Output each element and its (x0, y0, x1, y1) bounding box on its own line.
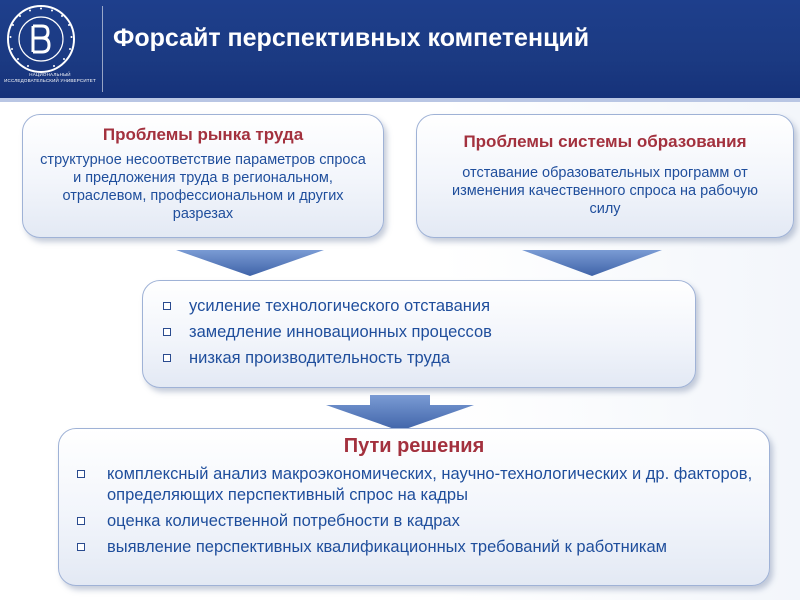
square-bullet-icon (77, 517, 85, 525)
education-system-title: Проблемы системы образования (463, 132, 747, 151)
logo (0, 0, 100, 98)
consequences-list (163, 293, 695, 371)
list-item-text: оценка количественной потребности в кадрах (107, 512, 460, 530)
list-item-text: комплексный анализ макроэкономических, научно-технологических и др. факторов, определяющих перспективный спрос на кадры (107, 465, 753, 504)
list-item-text: усиление технологического отставания (189, 297, 491, 315)
education-system-box (416, 114, 794, 238)
solutions-title: Пути решения (343, 435, 485, 457)
list-item-text: низкая производительность труда (189, 349, 451, 367)
header-bar (0, 0, 800, 98)
page-title: Форсайт перспективных компетенций (113, 24, 590, 52)
header-divider (102, 6, 103, 92)
down-arrow-icon (522, 250, 662, 276)
list-item (163, 319, 695, 345)
solutions-list (77, 464, 769, 558)
consequences-box (142, 280, 696, 388)
down-arrow-icon (176, 250, 324, 276)
square-bullet-icon (163, 302, 171, 310)
square-bullet-icon (77, 543, 85, 551)
hse-logo-icon (6, 4, 76, 74)
list-item (163, 345, 695, 371)
square-bullet-icon (163, 328, 171, 336)
list-item-text: замедление инновационных процессов (189, 323, 492, 341)
list-item (163, 293, 695, 319)
square-bullet-icon (77, 470, 85, 478)
labor-market-title: Проблемы рынка труда (102, 125, 304, 144)
square-bullet-icon (163, 354, 171, 362)
education-system-text: отставание образовательных программ от изменения качественного спроса на рабочую силу (451, 165, 759, 217)
labor-market-text: структурное несоответствие параметров спроса и предложения труда в региональном, отраслевом, профессиональном и других разрезах (40, 152, 366, 222)
list-item (77, 537, 769, 558)
solutions-box (58, 428, 770, 586)
down-arrow-icon (326, 395, 474, 431)
labor-market-box (22, 114, 384, 238)
logo-caption: НАЦИОНАЛЬНЫЙ ИССЛЕДОВАТЕЛЬСКИЙ УНИВЕРСИТЕТ (4, 72, 96, 83)
list-item-text: выявление перспективных квалификационных требований к работникам (107, 538, 668, 556)
list-item (77, 511, 769, 532)
list-item (77, 464, 769, 506)
